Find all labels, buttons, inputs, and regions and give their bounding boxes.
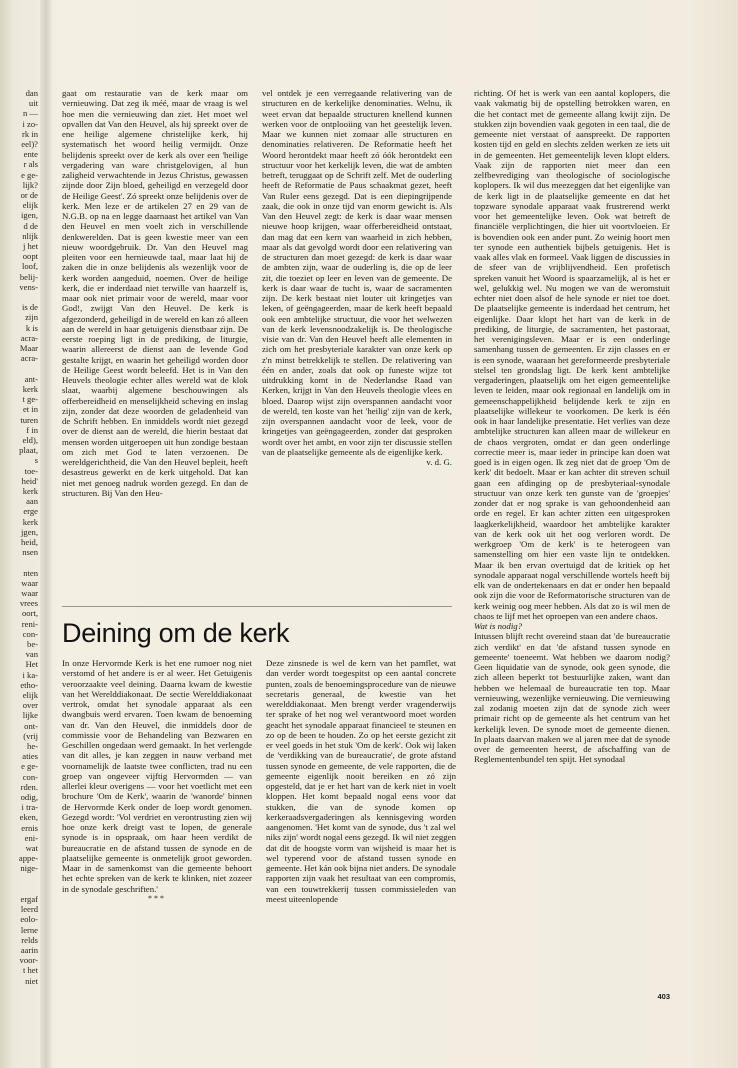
margin-fragment: n — — [22, 108, 38, 119]
margin-fragment: acra- — [20, 353, 38, 364]
margin-fragment: oort, — [22, 608, 38, 619]
margin-fragment: loof, — [22, 261, 38, 272]
margin-fragment: lerne — [20, 924, 38, 935]
margin-fragment: i tra- — [21, 802, 38, 813]
margin-fragment: uit — [28, 98, 38, 109]
article-text: vel ontdek je een verregaande relativering van de structuren en de kerkelijke denominaties. Welnu, ik weet ervan dat bepaalde structuren knellend kunnen werken voor de ontplooiing van het geestelijk leven. Maar we kunnen niet zomaar alle structuren en denominaties relativeren. De Reformatie heeft het Woord herontdekt maar heeft zó óók herontdekt een structuur voor het kerkelijk leven, die wat de ambten betreft, teruggaat op de Schrift zelf. Met de ouderling heeft de Reformatie de Paus schaakmat gezet, heeft Van Ruler eens gezegd. Dat is een diepingrijpende zaak, die ook in onze tijd van enorm gewicht is. Als Van den Heuvel zegt: de kerk is daar waar mensen nieuwe hoop krijgen, waar offerbereidheid ontstaat, dan mag dat een kern van waarheid in zich hebben, maar als dat gevolgd wordt door een relativering van de structuren dan moet gezegd: de kerk is daar waar de ambten zijn, waar de ouderling is, die op de leer zit, die toeziet op leer en leven van de gemeente. De kerk is daar waar de tucht is, waar de sacramenten zijn. De kerk bestaat niet louter uit kringetjes van leken, of geëngageerden, maar de kerk heeft bepaald ook een ambtelijke structuur, die voor het welwezen van de kerk levensnoodzakelijk is. De theologische visie van dr. Van den Heuvel heeft alle elementen in zich om het presbyteriale karakter van onze kerk op z'n minst betrekkelijk te stellen. De relativering van één en ander, zoals dat ook op funeste wijze tot uitdrukking komt in de Nederlandse Raad van Kerken, krijgt in Van den Heuvels theologie vlees en bloed. Daarop wijst zijn overspannen aandacht voor de wereld, ten koste van het 'heilig' zijn van de kerk, zijn overspannen aandacht voor de leek, voor de kringetjes van geëngageerden, zonder dat gesproken wordt over het ambt, en voor zijn ter discussie stellen van de plaatselijke gemeente als de eigenlijke kerk. — [262, 88, 452, 457]
margin-fragment: ergaf — [20, 894, 38, 905]
margin-fragment: eolo- — [20, 914, 38, 925]
margin-fragment: con- — [22, 628, 38, 639]
margin-fragment: nlijk — [22, 230, 38, 241]
margin-fragment: wat — [25, 843, 38, 854]
margin-fragment: aarin — [20, 945, 38, 956]
margin-fragment: vens- — [19, 281, 38, 292]
margin-fragment: Maar — [19, 343, 38, 354]
article2-column-2 — [266, 658, 456, 978]
margin-fragment: be- — [27, 638, 38, 649]
margin-fragment: dan — [25, 88, 38, 98]
margin-fragment: etho- — [20, 679, 38, 690]
margin-fragment: heid' — [21, 475, 38, 486]
margin-fragment — [2, 884, 38, 894]
margin-fragment: ant- — [24, 373, 38, 384]
margin-fragment: leerd — [20, 904, 38, 915]
article-text: In onze Hervormde Kerk is het ene rumoer nog niet verstomd of het andere is er al weer. Het Getuigenis veroorzaakte veel deining. Daarna kwam de kwestie van het Werelddiakonaat. De sectie Werelddiakonaat vertrok, omdat het synodale apparaat als een dwangbuis werd ervaren. Toen kwam de benoeming van dr. Van den Heuvel, die inmiddels door de commissie voor de Behandeling van Bezwaren en Geschillen ongedaan werd gemaakt. In het verlengde van dit alles, je kan zeggen in nauw verband met voornamelijk de laatste twee conflicten, trad nu een groep van ongeveer vijftig Hervormden — van allerlei kleur overigens — voor het voetlicht met een brochure 'Om de Kerk', waarin de 'wanorde' binnen de Hervormde Kerk onder de loep wordt genomen. Gezegd wordt: 'Vol verdriet en verontrusting zien wij hoe onze kerk dreigt vast te lopen, de generale synode is in opspraak, om haar heen verdikt de bureaucratie en de afstand tussen de synode en de plaatselijke gemeente is onmetelijk groot geworden. Maar in de samenkomst van die gemeente behoort het echte spreken van de kerk te klinken, niet zozeer in de synodale geschriften.' — [62, 658, 252, 894]
margin-fragment: aties — [22, 751, 38, 762]
margin-fragment: niet — [25, 975, 38, 986]
margin-fragment: is de — [22, 302, 38, 313]
margin-fragment: r als — [23, 159, 38, 170]
margin-fragment: (vrij — [23, 730, 38, 741]
margin-fragment: odig, — [20, 792, 38, 803]
margin-fragment: voor- — [19, 955, 38, 966]
margin-fragment: jgen, — [21, 526, 38, 537]
margin-fragment — [2, 874, 38, 884]
section-subheading: Wat is nodig? — [474, 621, 523, 631]
margin-fragment: t ge- — [22, 394, 38, 405]
article-text: richting. Of het is werk van een aantal koplopers, die vaak vakmatig bij de opstelling betrokken waren, en die het contact met de gemeente allang kwijt zijn. De stukken zijn bovendien vaak gegoten in een taal, die de gemeente niet verstaat of aanspreekt. De rapporten kosten tijd en geld en slechts zelden werken ze iets uit in de gemeenten. Het gemeentelijk leven klopt elders. Vaak zijn de rapporten niet meer dan een zelfbevrediging van theologische of sociologische koplopers. Ik wil dus meezeggen dat het eigenlijke van de kerk ligt in de plaatselijke gemeente en dat het topzware synodale apparaat vaak frustrerend werkt voor het gemeentelijke leven. Ook wat betreft de financiële verplichtingen, die hier uit voortvloeien. Er is bovendien ook een ander punt. Zo weinig hoort men ter synode een authentiek bijbels getuigenis. Het is vaak alles vlak en formeel. Vaak liggen de discussies in de sfeer van de vrijblijvendheid. Een profetisch spreken vanuit het Woord is spaarzamelijk, al is het er wel, gelukkig wel. Nu mogen we van de weromstuit echter niet doen alsof de hele synode er niet toe doet. De plaatselijke gemeente is inderdaad het centrum, het eigenlijke. Daar klopt het hart van de kerk in de prediking, de liturgie, de sacramenten, het pastoraat, het verenigingsleven. Maar er is een onderlinge samenhang tussen de gemeenten. Er zijn classes en er is een synode, waaraan het gereformeerde presbyteriale stelsel ten grondslag ligt. De kerk kent ambtelijke vergaderingen, plaatselijk om het eigen gemeentelijke leven te leiden, maar ook regionaal en landelijk om in gemeenschappelijkheid belijdende kerk te zijn en plaatselijke willekeur te voorkomen. De kerk is één ook in haar landelijke presentatie. Het verlies van deze ambtelijke structuren kan alleen maar de willekeur en de chaos vergroten, omdat er dan geen onderlinge correctie meer is, maar ieder in principe kan doen wat goed is in eigen ogen. Ik zeg niet dat de groep 'Om de kerk' dit bedoelt. Maar er kan achter dit streven schuil gaan een afdinging op de presbyteriaal-synodale structuur van onze kerk ten gunste van de 'groepjes' zonder dat er nog sprake is van gehoondenheid aan orde en regel. Er kan achter zitten een uitgesproken laagkerkelijkheid, waardoor het ambtelijke karakter van de kerk ook uit het oog verloren wordt. De werkgroep 'Om de kerk' is te heterogeen van samenstelling om hier een vaste lijn te ontdekken. Maar ik ben ervan overtuigd dat de kritiek op het synodale apparaat nogal verschillende wortels heeft bij elk van de ondertekenaars en dat er onder hen bepaald ook zijn die voor de Reformatorische structuren van de kerk weinig oog meer hebben. Als dat zo is wil men de chaos te lijf met het oproepen van een andere chaos. — [474, 88, 670, 621]
margin-fragment: elijk — [22, 200, 38, 211]
margin-fragment: nsen — [22, 547, 38, 558]
margin-fragment: erge — [23, 506, 38, 517]
margin-fragment: eel)? — [21, 139, 38, 150]
margin-fragment: ernis — [21, 822, 38, 833]
margin-fragment: vrees — [19, 598, 38, 609]
previous-page-margin-text — [2, 88, 38, 988]
margin-fragment: aan — [26, 496, 38, 507]
margin-fragment: igen, — [21, 210, 38, 221]
margin-fragment: nten — [23, 567, 38, 578]
margin-fragment: or de — [20, 190, 38, 201]
margin-fragment: j het — [22, 241, 38, 252]
margin-fragment: t het — [22, 965, 38, 976]
page-number: 403 — [657, 992, 670, 1001]
article-column-2 — [262, 88, 452, 558]
article2-column-1 — [62, 658, 252, 978]
margin-fragment: relds — [21, 934, 38, 945]
margin-fragment: s — [34, 455, 38, 466]
margin-fragment: zijn — [25, 312, 38, 323]
margin-fragment — [2, 292, 38, 302]
article-headline: Deining om de kerk — [62, 618, 290, 648]
margin-fragment: turen — [20, 414, 38, 425]
margin-fragment: rk in — [22, 128, 38, 139]
margin-fragment: lijke — [22, 710, 38, 721]
margin-fragment — [2, 557, 38, 567]
margin-fragment: kerk — [22, 485, 38, 496]
section-break-stars: *** — [148, 893, 166, 903]
margin-fragment: plaat, — [19, 445, 38, 456]
margin-fragment: kerk — [22, 383, 38, 394]
section-divider — [62, 606, 452, 607]
margin-fragment: belij- — [19, 271, 38, 282]
margin-fragment: eld), — [22, 434, 38, 445]
margin-fragment: lijk? — [22, 179, 38, 190]
margin-fragment: he- — [27, 741, 38, 751]
margin-fragment: rden. — [20, 781, 38, 792]
author-signature: v. d. G. — [426, 457, 452, 467]
article-column-1 — [62, 88, 248, 558]
binding-gutter — [40, 0, 52, 1068]
margin-fragment: d de — [23, 220, 38, 231]
margin-fragment: f in — [26, 424, 38, 435]
margin-fragment: k is — [25, 322, 38, 333]
margin-fragment: Het — [25, 659, 38, 670]
margin-fragment: e ge- — [21, 761, 38, 772]
margin-fragment: over — [22, 700, 38, 711]
margin-fragment: van — [25, 649, 38, 660]
margin-fragment: heid, — [21, 536, 38, 547]
margin-fragment: appe- — [18, 853, 38, 864]
article-text: Deze zinsnede is wel de kern van het pamflet, wat dan verder wordt toegespitst op een aantal concrete punten, zoals de benoemingsprocedure van de nieuwe secretaris generaal, de kwestie van het werelddiakonaat. Men brengt verder vragenderwijs ter sprake of het nog wel verantwoord moet worden geacht het synodale apparaat financieel te steunen en zo op de been te houden. Zo op het eerste gezicht zit er veel goeds in het stuk 'Om de kerk'. Ook wij laken de 'verdikking van de bureaucratie', de grote afstand tussen synode en gemeente, de vele rapporten, die de gemeente eigenlijk nooit bereiken en zó zijn opgesteld, dat je er het hart van de kerk niet in voelt kloppen. Het komt bepaald nogal eens voor dat stukken, die van de synode komen op kerkeraadsvergaderingen als kennisgeving worden aangenomen. 'Het komt van de synode, dus 't zal wel niks zijn' wordt nogal eens gezegd. Ik wil niet zeggen dat dit de hoogste vorm van wijsheid is maar het is wel typerend voor de afstand tussen synode en gemeente. Het kán ook bijna niet anders. De synodale rapporten zijn vaak het resultaat van een compromis, van een touwtrekkerij tussen commissieleden van meest uiteenlopende — [266, 658, 456, 904]
margin-fragment: kerk — [22, 516, 38, 527]
margin-fragment: et in — [22, 404, 38, 415]
article-column-3 — [474, 88, 670, 968]
margin-fragment: e ge- — [21, 169, 38, 180]
margin-fragment: elijk — [22, 689, 38, 700]
margin-fragment: reni- — [21, 618, 38, 629]
article-text: gaat om restauratie van de kerk maar om vernieuwing. Dat zeg ik méé, maar de vraag is wel hoe men die vernieuwing dan ziet. Het moet wel opvallen dat Van den Heuvel, als hij spreekt over de ene heilige algemene christelijke kerk, hij systematisch het woord heilig vermijdt. Onze belijdenis spreekt over de kerk als over een 'heilige vergadering van ware christgelovigen, al hun zaligheid verwachtende in Jezus Christus, gewassen zijnde door Zijn bloed, geheiligd en verzegeld door de Heilige Geest'. Zó spreekt onze belijdenis over de kerk. Men leze er de artikelen 27 en 29 van de N.G.B. op na en legge daarnaast het artikel van Van den Heuvel en men voelt zich in verschillende denkwerelden. Dat is geen kwestie meer van een nieuw woordgebruik. Dr. Van den Heuvel mag pleiten voor een hernieuwde taal, maar laat hij de zaken die in onze belijdenis als wezenlijk voor de kerk worden aangeduid, noemen. Over de heilige kerk, die er inderdaad niet terwille van haarzelf is, maar ook niet primair voor de wereld, maar voor God!, zwijgt Van den Heuvel. De kerk is afgezonderd, geheiligd in de wereld en kan zó alleen aan de wereld in haar getuigenis dienstbaar zijn. De eerste roeping ligt in de prediking, de liturgie, waarin allereerst de dienst aan de levende God gestalte krijgt, en waarin het geheiligd worden door de Heilige Geest wordt beleefd. Het is in Van den Heuvels theologie echter alles wereld wat de klok slaat, waarbij algemene beschouwingen als offerbereidheid en menselijkheid scheving en inslag zijn, zonder dat deze woorden de geladenheid van de Schrift hebben. En inmiddels wordt niet gezegd over de dienst aan de wereld, die hierin bestaat dat mensen worden uitgeroepen uit hun zondige bestaan om zich met God te laten verzoenen. De wereldgerichtheid, die Van den Heuvel bepleit, heeft desastreus gewerkt en de kerk uitgehold. Dat kan niet met genoeg nadruk worden gezegd. En dan de structuren. Bij Van den Heu- — [62, 88, 248, 498]
margin-fragment: ente — [23, 149, 38, 160]
margin-fragment: waar — [21, 577, 38, 588]
margin-fragment: waar — [21, 587, 38, 598]
margin-fragment: con- — [22, 771, 38, 782]
margin-fragment: ont- — [24, 720, 38, 731]
margin-fragment: toe- — [24, 465, 38, 476]
margin-fragment: nige- — [20, 863, 38, 874]
margin-fragment: eken, — [19, 812, 38, 823]
margin-fragment — [2, 363, 38, 373]
margin-fragment: i ka- — [22, 669, 38, 680]
margin-fragment: eni- — [24, 832, 38, 843]
margin-fragment: oopt — [22, 251, 38, 262]
article-text: Intussen blijft recht overeind staan dat 'de bureaucratie zich verdikt' en dat 'de afstand tussen synode en gemeente' toeneemt. Wat hebben we daarom nodig? Geen liquidatie van de synode, ook geen synode, die zich alleen beperkt tot bestuurlijke zaken, want dan hebben we helemaal de bureaucratie ten top. Maar vernieuwing, wezenlijke vernieuwing. Die vernieuwing zal zodanig moeten zijn dat de synode zich weer primair richt op de gemeente als het centrum van het kerkelijk leven. De synode moet de gemeente dienen. In plaats daarvan maken we al jaren mee dat de synode over de gemeenten heerst, de afschaffing van de Reglementenbundel ten spijt. Het synodaal — [474, 631, 670, 765]
margin-fragment: i zo- — [22, 118, 38, 129]
margin-fragment: acra- — [20, 332, 38, 343]
